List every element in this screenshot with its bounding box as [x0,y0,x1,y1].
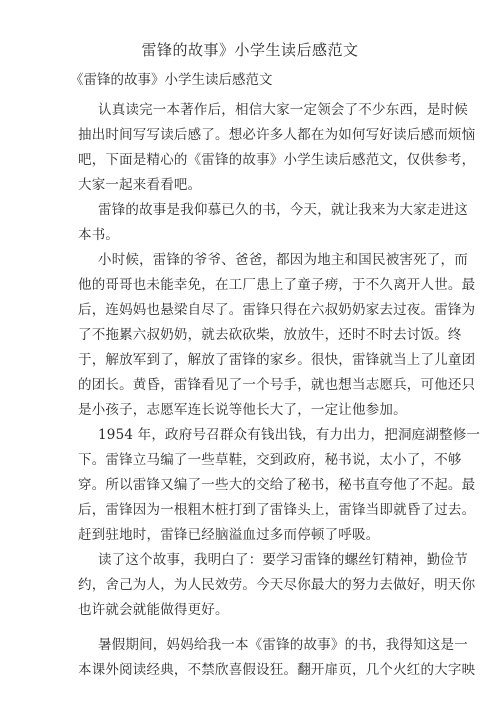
paragraph-2-line-1: 雷锋的故事是我仰慕已久的书，今天，就让我来为大家走进这 [98,202,468,218]
paragraph-3-line-5: 于，解放军到了，解放了雷锋的家乡。很快，雷锋就当上了儿童团 [78,352,476,368]
paragraph-6-line-1: 暑假期间，妈妈给我一本《雷锋的故事》的书，我得知这是一 [98,637,468,653]
paragraph-6-line-2: 本课外阅读经典，不禁欣喜假设狂。翻开扉页，几个火红的大字映 [78,662,476,678]
paragraph-4-line-4: 后，雷锋因为一根粗木桩打到了雷锋头上，雷锋当即就昏了过去。 [78,502,476,518]
paragraph-4-line-1: 1954 年，政府号召群众有钱出钱，有力出力，把洞庭湖整修一 [98,427,481,443]
paragraph-1-line-4: 大家一起来看看吧。 [78,177,202,193]
paragraph-5-line-3: 也许就会就能做得更好。 [78,602,229,618]
paragraph-3-line-1: 小时候，雷锋的爷爷、爸爸，都因为地主和国民被害死了，而 [98,252,468,268]
document-subtitle: 《雷锋的故事》小学生读后感范文 [70,72,273,88]
document-title: 雷锋的故事》小学生读后感范文 [141,41,359,59]
paragraph-2-line-2: 本书。 [78,227,120,243]
paragraph-3-line-2: 他的哥哥也未能幸免，在工厂患上了童子痨，于不久离开人世。最 [78,277,476,293]
paragraph-3-line-4: 了不拖累六叔奶奶，就去砍砍柴，放放牛，还时不时去讨饭。终 [78,327,462,343]
paragraph-1-line-2: 抽出时间写写读后感了。想必许多人都在为如何写好读后感而烦恼 [78,127,476,143]
paragraph-3-line-3: 后，连妈妈也悬梁自尽了。雷锋只得在六叔奶奶家去过夜。雷锋为 [78,302,476,318]
paragraph-3-line-6: 的团长。黄昏，雷锋看见了一个号手，就也想当志愿兵，可他还只 [78,377,476,393]
paragraph-1-line-1: 认真读完一本著作后，相信大家一定领会了不少东西，是时候 [98,102,468,118]
paragraph-4-line-3: 穿。所以雷锋又编了一些大的交给了秘书，秘书直夸他了不起。最 [78,477,476,493]
paragraph-4-line-5: 赶到驻地时，雷锋已经脑溢血过多而停顿了呼吸。 [78,527,380,543]
paragraph-1-line-3: 吧，下面是精心的《雷锋的故事》小学生读后感范文，仅供参考， [78,152,476,168]
paragraph-5-line-2: 约，舍己为人，为人民效劳。今天尽你最大的努力去做好，明天你 [78,577,476,593]
paragraph-3-line-7: 是小孩子，志愿军连长说等他长大了，一定让他参加。 [78,402,407,418]
paragraph-4-line-2: 下。雷锋立马编了一些草鞋，交到政府，秘书说，太小了，不够 [78,452,462,468]
paragraph-5-line-1: 读了这个故事，我明白了：要学习雷锋的螺丝钉精神，勤俭节 [98,552,468,568]
